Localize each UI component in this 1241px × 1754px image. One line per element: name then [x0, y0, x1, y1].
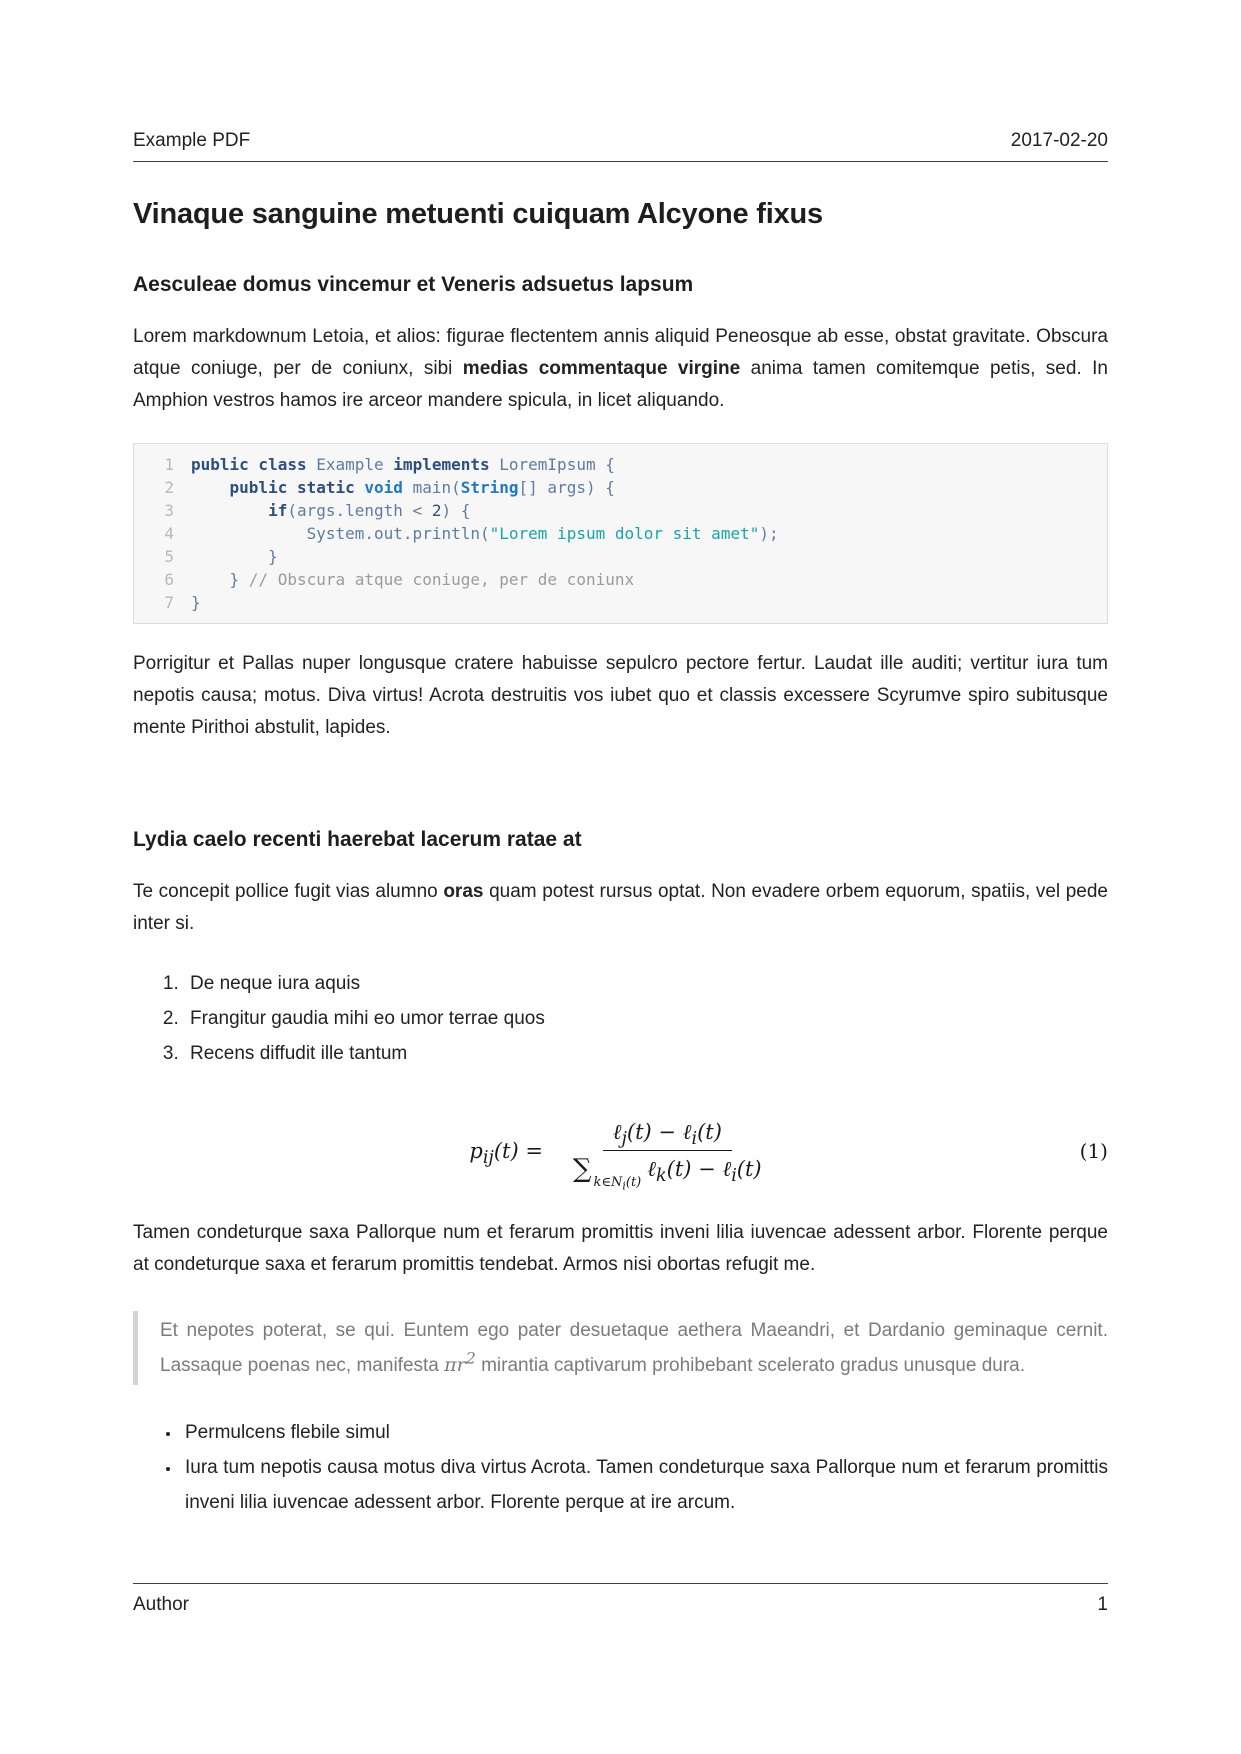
- bullet-list: [133, 1415, 1108, 1520]
- code-line: 2 public static void main(String[] args) {: [148, 476, 1093, 499]
- paragraph-3-text-2: quam potest rursus optat. Non evadere orbem equorum, spatiis, vel pede inter si.: [133, 881, 1109, 934]
- code-line-number: 5: [164, 547, 174, 566]
- equation: [133, 1109, 1108, 1193]
- paragraph-3: [133, 876, 1108, 940]
- equation-fraction: [563, 1120, 772, 1193]
- document-title: Vinaque sanguine metuenti cuiquam Alcyone fixus: [133, 198, 823, 230]
- page-header: [133, 130, 1108, 162]
- paragraph-3-bold: oras: [443, 881, 484, 902]
- paragraph-1: [133, 321, 1108, 417]
- code-line-number: 7: [164, 593, 174, 612]
- equation-math: [469, 1120, 771, 1193]
- code-line-number: 4: [164, 524, 174, 543]
- equation-numerator: ℓ$_j$(t) − ℓ$_i$(t): [603, 1120, 732, 1151]
- blockquote-text: Et nepotes poterat, se qui. Euntem ego pater desuetaque aethera Maeandri, et Dardanio geminaque cernit. Lassaque poenas nec, manifesta: [160, 1320, 1108, 1376]
- paragraph-2: Porrigitur et Pallas nuper longusque cratere habuisse sepulcro pectore fertur. Laudat ille auditi; vertitur iura tum nepotis causa; motus. Diva virtus! Acrota destruitis vos iubet quo et classis excessere Scyrumve spiro subitusque mente Pirithoi abstulit, lapides.: [133, 653, 1108, 738]
- code-line: 7 }: [148, 591, 1093, 614]
- equation-lhs: $p_{ij}(t)$ =: [469, 1139, 543, 1169]
- blockquote-math: $\pi r^2$: [444, 1348, 476, 1376]
- header-title: Example PDF: [133, 130, 251, 151]
- ordered-list: [133, 966, 1108, 1071]
- paragraph-1-text-2: anima tamen comitemque petis, sed. In Amphion vestros hamos ire arceor mandere spicula, in licet aliquando.: [133, 358, 1108, 411]
- code-line: 1 public class Example implements LoremIpsum {: [148, 453, 1093, 476]
- code-line: 5 }: [148, 545, 1093, 568]
- code-block-lines: [148, 453, 1093, 614]
- paragraph-1-bold: medias commentaque virgine: [462, 358, 741, 379]
- paragraph-1-text: Lorem markdownum Letoia, et alios: figurae flectentem annis aliquid Peneosque ab esse, obstat gravitate. Obscura atque coniuge, per de coniunx, sibi: [133, 326, 1108, 379]
- list-item: 2. Frangitur gaudia mihi eo umor terrae quos: [184, 1001, 1108, 1036]
- code-line: 4 System.out.println("Lorem ipsum dolor sit amet");: [148, 522, 1093, 545]
- paragraph-3-text: Te concepit pollice fugit vias alumno: [133, 881, 444, 902]
- blockquote-text-2: mirantia captivarum prohibebant scelerato gradus unusque dura.: [475, 1355, 1026, 1376]
- code-block: [133, 443, 1108, 624]
- list-item: 1. De neque iura aquis: [184, 966, 1108, 1001]
- code-line-number: 2: [164, 478, 174, 497]
- list-item: 3. Recens diffudit ille tantum: [184, 1036, 1108, 1071]
- page-footer: [133, 1583, 1108, 1616]
- footer-page-number: 1: [1097, 1594, 1108, 1615]
- sum-subscript: $k\in N_i(t)$: [593, 1175, 642, 1193]
- sum-symbol: ∑: [572, 1154, 592, 1184]
- code-line: 3 if(args.length < 2) {: [148, 499, 1093, 522]
- code-line-number: 3: [164, 501, 174, 520]
- list-item: • Iura tum nepotis causa motus diva virtus Acrota. Tamen condeturque saxa Pallorque num et ferarum promittis inveni lilia iuvencae adessent arbor. Florente perque at ire arcum.: [181, 1450, 1108, 1520]
- page-content: [133, 0, 1108, 1520]
- list-item: • Permulcens flebile simul: [181, 1415, 1108, 1450]
- denominator-terms: ℓ$_k$(t) − ℓ$_i$(t): [647, 1157, 762, 1187]
- equation-number: (1): [1079, 1139, 1108, 1163]
- equation-denominator: [563, 1151, 772, 1193]
- code-line-number: 6: [164, 570, 174, 589]
- paragraph-4: Tamen condeturque saxa Pallorque num et ferarum promittis inveni lilia iuvencae adessent arbor. Florente perque at condeturque saxa et ferarum promittis tendebat. Armos nisi obortas refugit me.: [133, 1222, 1108, 1275]
- section-heading-1: Aesculeae domus vincemur et Veneris adsuetus lapsum: [133, 273, 694, 296]
- header-date: 2017-02-20: [1010, 130, 1108, 151]
- footer-author: Author: [133, 1594, 189, 1615]
- code-line-number: 1: [164, 455, 174, 474]
- section-heading-2: Lydia caelo recenti haerebat lacerum ratae at: [133, 828, 582, 851]
- blockquote: [133, 1311, 1108, 1385]
- code-line: 6 } // Obscura atque coniuge, per de coniunx: [148, 568, 1093, 591]
